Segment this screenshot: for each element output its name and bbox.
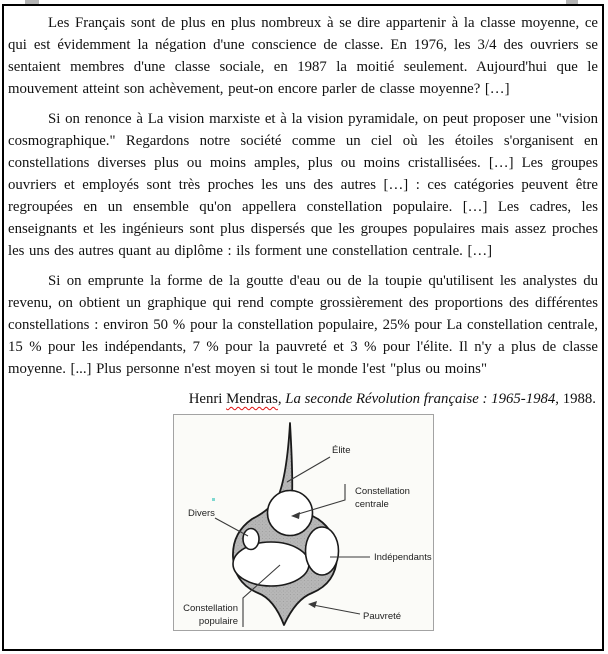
elite-leader-line: [287, 457, 330, 482]
citation-title: La seconde Révolution française : 1965-1984: [285, 391, 556, 407]
document-content: [4, 6, 602, 631]
centrale-circle: [267, 491, 312, 536]
centrale-label-line2: centrale: [354, 499, 389, 510]
citation-separator: ,: [277, 391, 286, 407]
divers-label: Divers: [187, 508, 215, 519]
citation-author: Mendras: [226, 391, 278, 407]
pauvrete-label: Pauvreté: [362, 611, 401, 622]
citation-prefix: Henri: [188, 391, 227, 407]
elite-label: Élite: [331, 445, 350, 456]
populaire-label-line1: Constellation: [182, 603, 238, 614]
document-page: [2, 4, 604, 651]
populaire-label-line2: populaire: [198, 616, 238, 627]
independants-ellipse: [305, 527, 338, 575]
scan-artifact: [212, 498, 215, 501]
pauvrete-arrowhead: [308, 601, 317, 608]
constellation-diagram-figure: [173, 414, 434, 631]
paragraph-2: Si on renonce à La vision marxiste et à la vision pyramidale, on peut proposer une "vision cosmographique." Regardons notre société comme un ciel où les étoiles s'organisent en constellations diverses plus ou moins amples, plus ou moins cristallisées. […] Les groupes ouvriers et employés sont très proches les uns des autres […] : ces catégories peuvent être regroupées en un ensemble qu'on appellera constellation populaire. […] Les cadres, les enseignants et les ingénieurs sont plus dispersés que les groupes populaires mais assez proches les uns des autres quant au diplôme : ils forment une constellation centrale. […]: [8, 111, 598, 259]
independants-label: Indépendants: [373, 552, 432, 563]
populaire-ellipse: [233, 542, 309, 586]
toupie-diagram: [174, 415, 433, 630]
citation-suffix: , 1988.: [555, 391, 596, 407]
pauvrete-leader-line: [313, 605, 360, 614]
paragraph-1: Les Français sont de plus en plus nombreux à se dire appartenir à la classe moyenne, ce qui est évidemment la négation d'une conscience de classe. En 1976, les 3/4 des ouvriers se sentaient membres d'une classe sociale, en 1987 la moitié seulement. Aujourd'hui que le mouvement atteint son achèvement, peut-on encore parler de classe moyenne? […]: [8, 15, 598, 97]
centrale-label-line1: Constellation: [354, 486, 410, 497]
citation-line: [8, 388, 596, 410]
divers-ellipse: [243, 529, 259, 550]
paragraph-3: Si on emprunte la forme de la goutte d'eau ou de la toupie qu'utilisent les analystes du revenu, on obtient un graphique qui rend compte grossièrement des proportions des différentes constellations : environ 50 % pour la constellation populaire, 25% pour La constellation centrale, 15 % pour les indépendants, 7 % pour la pauvreté et 3 % pour l'élite. Il n'y a plus de classe moyenne. [...] Plus personne n'est moyen si tout le monde l'est "plus ou moins": [8, 273, 598, 377]
